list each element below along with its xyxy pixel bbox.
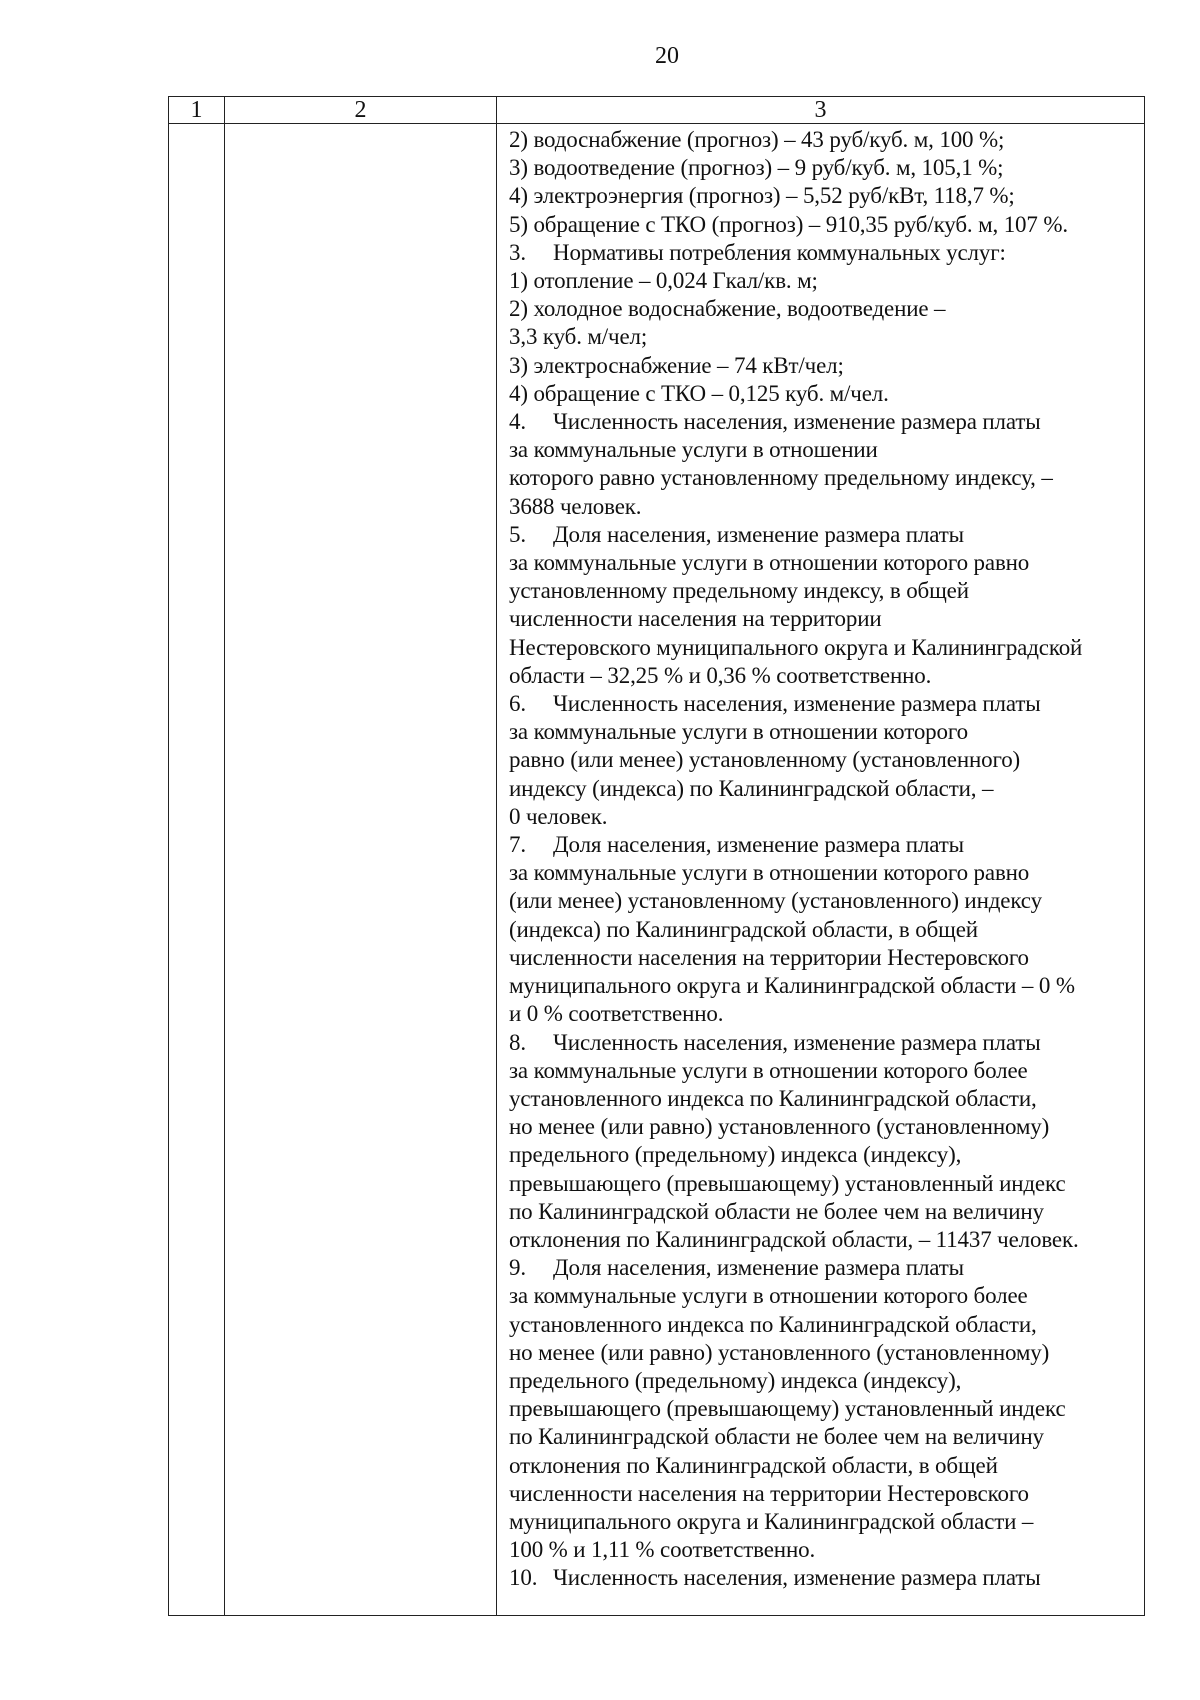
line-text: 3688 человек. (509, 493, 642, 519)
line-text: превышающего (превышающему) установленный индекс (509, 1170, 1066, 1196)
text-line (509, 154, 1138, 182)
text-line (509, 690, 1138, 718)
line-text: предельного (предельному) индекса (индексу), (509, 1142, 962, 1168)
line-text: 1) отопление – 0,024 Гкал/кв. м; (509, 268, 818, 294)
line-text: Нормативы потребления коммунальных услуг: (553, 239, 1006, 265)
text-line (509, 182, 1138, 210)
text-line (509, 295, 1138, 323)
text-line (509, 662, 1138, 690)
item-number: 10. (509, 1565, 538, 1591)
text-line (509, 1480, 1138, 1508)
text-line (509, 1029, 1138, 1057)
text-line (509, 1423, 1138, 1451)
line-text: и 0 % соответственно. (509, 1001, 724, 1027)
line-text: установленному предельному индексу, в общей (509, 578, 969, 604)
line-text: 5) обращение с ТКО (прогноз) – 910,35 руб/куб. м, 107 %. (509, 211, 1068, 237)
line-text: Численность населения, изменение размера платы (553, 1565, 1041, 1591)
text-line (509, 211, 1138, 239)
text-line (509, 1536, 1138, 1564)
text-line (509, 352, 1138, 380)
table-header-row (169, 97, 1145, 124)
page-number: 20 (655, 43, 679, 69)
text-line (509, 775, 1138, 803)
line-text: (или менее) установленному (установленного) индексу (509, 888, 1042, 914)
text-line (509, 1564, 1138, 1592)
column-header-1: 1 (169, 97, 225, 124)
text-line (509, 1395, 1138, 1423)
line-text: предельного (предельному) индекса (индексу), (509, 1367, 962, 1393)
item-number: 7. (509, 832, 526, 858)
text-line (509, 380, 1138, 408)
column-2-cell (225, 124, 497, 1616)
text-line (509, 1000, 1138, 1028)
text-line (509, 239, 1138, 267)
line-text: установленного индекса по Калининградской области, (509, 1311, 1037, 1337)
line-text: за коммунальные услуги в отношении которого равно (509, 550, 1030, 576)
text-line (509, 126, 1138, 154)
line-text: установленного индекса по Калининградской области, (509, 1085, 1037, 1111)
line-text: 3) водоотведение (прогноз) – 9 руб/куб. м, 105,1 %; (509, 155, 1004, 181)
text-line (509, 859, 1138, 887)
line-text: муниципального округа и Калининградской области – (509, 1508, 1034, 1534)
text-line (509, 1085, 1138, 1113)
line-text: за коммунальные услуги в отношении которого равно (509, 860, 1030, 886)
text-line (509, 436, 1138, 464)
line-text: отклонения по Калининградской области, – 11437 человек. (509, 1226, 1079, 1252)
text-line (509, 1311, 1138, 1339)
column-1-cell (169, 124, 225, 1616)
text-line (509, 549, 1138, 577)
text-line (509, 1113, 1138, 1141)
text-line (509, 1452, 1138, 1480)
line-text: но менее (или равно) установленного (установленному) (509, 1339, 1050, 1365)
text-line (509, 1170, 1138, 1198)
line-text: муниципального округа и Калининградской области – 0 % (509, 973, 1075, 999)
item-number: 4. (509, 409, 526, 435)
text-line (509, 1508, 1138, 1536)
column-3-cell (497, 124, 1145, 1616)
text-line (509, 1198, 1138, 1226)
line-text: равно (или менее) установленному (установленного) (509, 747, 1021, 773)
item-number: 6. (509, 691, 526, 717)
line-text: 2) холодное водоснабжение, водоотведение – (509, 296, 946, 322)
text-line (509, 1367, 1138, 1395)
line-text: 3,3 куб. м/чел; (509, 324, 648, 350)
line-text: Доля населения, изменение размера платы (553, 832, 964, 858)
text-line (509, 887, 1138, 915)
text-line (509, 1282, 1138, 1310)
text-line (509, 464, 1138, 492)
text-line (509, 1254, 1138, 1282)
text-line (509, 831, 1138, 859)
line-text: Численность населения, изменение размера платы (553, 1029, 1041, 1055)
text-line (509, 944, 1138, 972)
line-text: за коммунальные услуги в отношении которого (509, 719, 968, 745)
line-text: (индекса) по Калининградской области, в общей (509, 916, 978, 942)
text-line (509, 605, 1138, 633)
text-line (509, 267, 1138, 295)
line-text: Доля населения, изменение размера платы (553, 521, 964, 547)
line-text: превышающего (превышающему) установленный индекс (509, 1396, 1066, 1422)
text-line (509, 746, 1138, 774)
line-text: численности населения на территории Нестеровского (509, 944, 1029, 970)
line-text: Численность населения, изменение размера платы (553, 691, 1041, 717)
line-text: за коммунальные услуги в отношении которого более (509, 1283, 1028, 1309)
column-header-2: 2 (225, 97, 497, 124)
line-text: области – 32,25 % и 0,36 % соответственно. (509, 662, 932, 688)
line-text: 2) водоснабжение (прогноз) – 43 руб/куб. м, 100 %; (509, 127, 1005, 152)
line-text: отклонения по Калининградской области, в общей (509, 1452, 998, 1478)
item-number: 8. (509, 1029, 526, 1055)
line-text: по Калининградской области не более чем на величину (509, 1198, 1044, 1224)
text-line (509, 718, 1138, 746)
item-number: 3. (509, 239, 526, 265)
text-line (509, 1057, 1138, 1085)
text-line (509, 577, 1138, 605)
text-line (509, 1141, 1138, 1169)
text-line (509, 634, 1138, 662)
text-line (509, 521, 1138, 549)
line-text: Нестеровского муниципального округа и Калининградской (509, 634, 1083, 660)
line-text: 0 человек. (509, 803, 608, 829)
text-line (509, 803, 1138, 831)
line-text: 4) обращение с ТКО – 0,125 куб. м/чел. (509, 380, 889, 406)
line-text: за коммунальные услуги в отношении (509, 437, 878, 463)
line-text: индексу (индекса) по Калининградской области, – (509, 775, 994, 801)
line-text: 4) электроэнергия (прогноз) – 5,52 руб/кВт, 118,7 %; (509, 183, 1015, 209)
column-3-text (497, 124, 1144, 1593)
column-header-3: 3 (497, 97, 1145, 124)
line-text: но менее (или равно) установленного (установленному) (509, 1114, 1050, 1140)
item-number: 5. (509, 521, 526, 547)
line-text: численности населения на территории (509, 606, 882, 632)
table-row (169, 124, 1145, 1616)
line-text: которого равно установленному предельному индексу, – (509, 465, 1053, 491)
line-text: Доля населения, изменение размера платы (553, 1255, 964, 1281)
line-text: 3) электроснабжение – 74 кВт/чел; (509, 352, 844, 378)
text-line (509, 493, 1138, 521)
text-line (509, 323, 1138, 351)
line-text: численности населения на территории Нестеровского (509, 1480, 1029, 1506)
document-table (168, 96, 1145, 1616)
text-line (509, 408, 1138, 436)
text-line (509, 916, 1138, 944)
line-text: по Калининградской области не более чем на величину (509, 1424, 1044, 1450)
line-text: 100 % и 1,11 % соответственно. (509, 1537, 816, 1563)
item-number: 9. (509, 1255, 526, 1281)
text-line (509, 972, 1138, 1000)
text-line (509, 1226, 1138, 1254)
line-text: за коммунальные услуги в отношении которого более (509, 1057, 1028, 1083)
text-line (509, 1339, 1138, 1367)
line-text: Численность населения, изменение размера платы (553, 409, 1041, 435)
